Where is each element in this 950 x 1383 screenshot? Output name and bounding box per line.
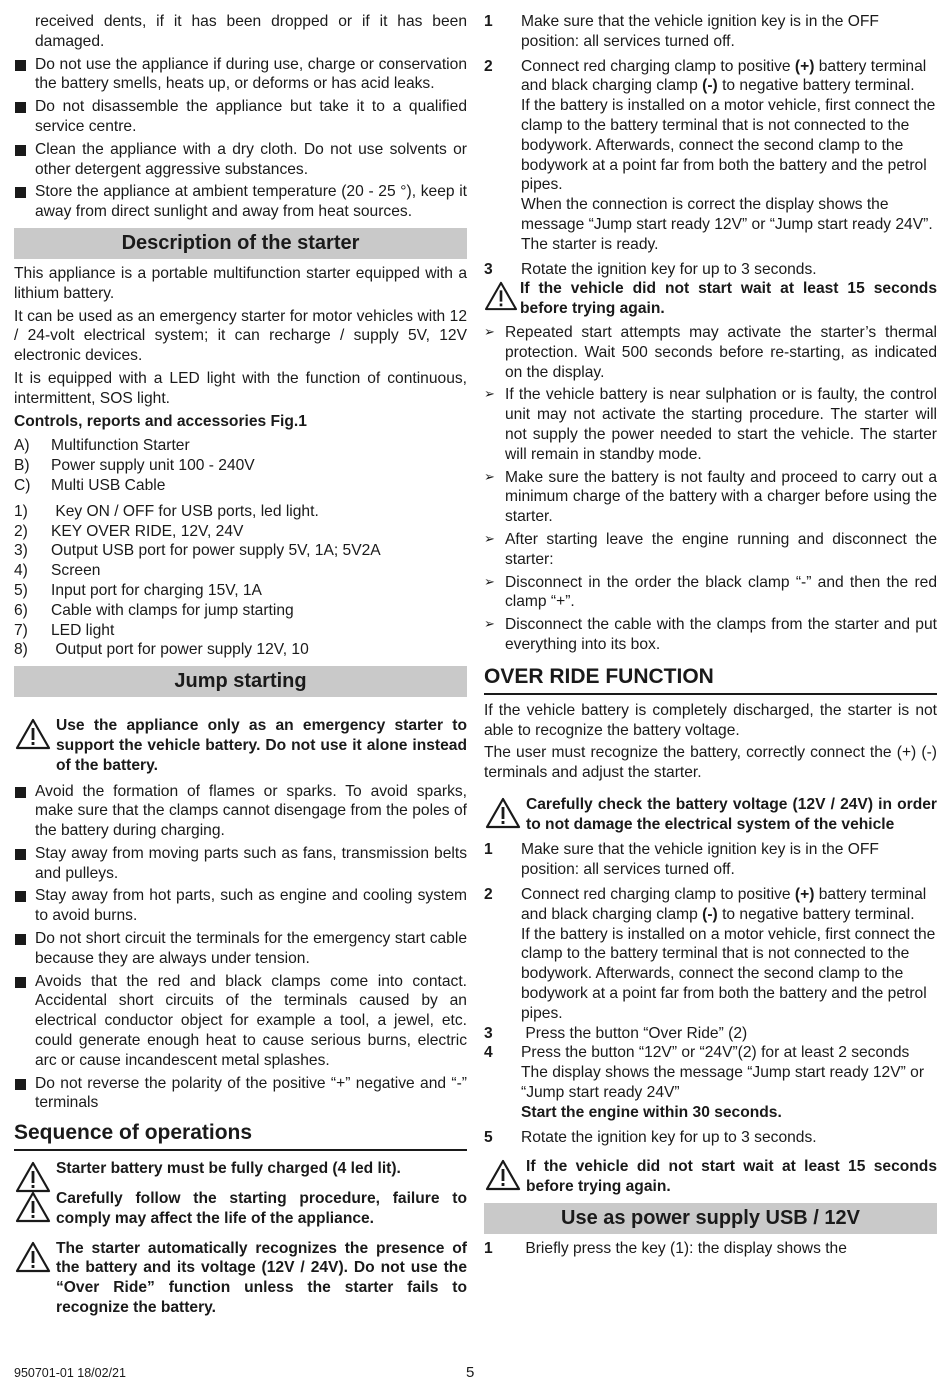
warning-triangle-icon (15, 1191, 51, 1223)
jump-bullet: Do not reverse the polarity of the positive “+” negative and “-” terminals (14, 1074, 467, 1114)
warning-text: If the vehicle did not start wait at least 15 seconds before trying again. (520, 280, 937, 318)
step-text: When the connection is correct the display shows the message “Jump start ready 12V” or “Jump start ready 24V”. The starter is ready. (521, 196, 933, 253)
left-column (14, 12, 467, 1324)
page-number: 5 (466, 1364, 475, 1381)
step-number: 4 (484, 1044, 493, 1062)
item-text: Multi USB Cable (51, 476, 166, 494)
warning-text: If the vehicle did not start wait at least 15 seconds before trying again. (526, 1158, 937, 1196)
jump-bullet: Do not short circuit the terminals for the emergency start cable because they are always under tension. (14, 929, 467, 969)
warning-text: Use the appliance only as an emergency starter to support the vehicle battery. Do not use it alone instead of the battery. (56, 717, 467, 774)
list-item (14, 456, 467, 476)
warning-triangle-icon (484, 281, 518, 311)
description-paragraph: It can be used as an emergency starter for motor vehicles with 12 / 24-volt electrical system; it can recharge / supply 5V, 12V electronic devices. (14, 307, 467, 365)
step-text: Make sure that the vehicle ignition key is in the OFF position: all services turned off. (521, 841, 879, 879)
step-text: Connect red charging clamp to positive (+) battery terminal and black charging clamp (-) to negative battery terminal. (521, 57, 927, 95)
list-item (14, 476, 467, 496)
item-text: Input port for charging 15V, 1A (51, 581, 262, 599)
jump-bullet: Stay away from hot parts, such as engine and cooling system to avoid burns. (14, 886, 467, 926)
warning-text: The starter automatically recognizes the presence of the battery and its voltage (12V / 24V). Do not use the “Over Ride” function unless the starter fails to recognize the battery. (56, 1239, 467, 1317)
item-text: KEY OVER RIDE, 12V, 24V (51, 522, 244, 540)
override-step-2 (484, 885, 937, 1024)
step-text: Rotate the ignition key for up to 3 seconds. (521, 260, 817, 278)
step-number: 3 (484, 1024, 493, 1042)
step-number: 1 (484, 841, 493, 859)
jump-bullet: Stay away from moving parts such as fans, transmission belts and pulleys. (14, 844, 467, 884)
item-text: Power supply unit 100 - 240V (51, 457, 255, 475)
item-text: Key ON / OFF for USB ports, led light. (51, 502, 319, 520)
item-key: C) (14, 476, 31, 494)
item-key: 2) (14, 522, 28, 540)
item-key: 4) (14, 562, 28, 580)
arrow-item: ➢ Make sure the battery is not faulty and proceed to carry out a minimum charge of the battery with a charger before using the starter. (484, 468, 937, 527)
controls-subtitle: Controls, reports and accessories Fig.1 (14, 412, 307, 430)
list-item (14, 436, 467, 456)
warning-triangle-icon (15, 718, 51, 750)
jump-bullet: Avoid the formation of flames or sparks. To avoid sparks, make sure that the clamps cannot disengage from the poles of the battery during charging. (14, 782, 467, 841)
arrow-item: ➢ If the vehicle battery is near sulphation or is faulty, the control unit may not activate the starting procedure. The starter will not supply the power needed to start the vehicle. The starter will remain in standby mode. (484, 385, 937, 464)
intro-bullet: Clean the appliance with a dry cloth. Do not use solvents or other detergent aggressive substances. (14, 140, 467, 180)
step-number: 2 (484, 57, 493, 75)
warning-note (14, 1189, 467, 1229)
step-number: 1 (484, 13, 493, 30)
list-item (14, 601, 467, 621)
warning-note (484, 795, 937, 835)
warning-text: Carefully check the battery voltage (12V / 24V) in order to not damage the electrical system of the vehicle (526, 795, 937, 833)
section-title-usb: Use as power supply USB / 12V (484, 1203, 937, 1234)
jump-bullet: Avoids that the red and black clamps come into contact. Accidental short circuits of the terminals caused by an electrical conductor object for example a tool, a jewel, etc. could generate enough heat to cause serious burns, electric arc or cause incandescent metal splashes. (14, 972, 467, 1071)
intro-bullet: Store the appliance at ambient temperature (20 - 25 °), keep it away from direct sunlight and away from heat sources. (14, 182, 467, 222)
item-key: 5) (14, 581, 28, 599)
section-title-jump-starting: Jump starting (14, 666, 467, 697)
arrow-item: ➢ Disconnect the cable with the clamps from the starter and put everything into its box. (484, 615, 937, 655)
list-item (14, 581, 467, 601)
item-key: 8) (14, 641, 28, 659)
intro-continuation: received dents, if it has been dropped or if it has been damaged. (35, 13, 467, 50)
step-text: If the battery is installed on a motor vehicle, first connect the clamp to the battery terminal that is not connected to the bodywork. Afterwards, connect the second clamp to the bodywork at a point far from both the battery and the petrol pipes. (521, 97, 936, 194)
intro-bullet: Do not disassemble the appliance but take it to a qualified service centre. (14, 97, 467, 137)
step-text: Press the button “12V” or “24V”(2) for at least 2 seconds (521, 1044, 910, 1062)
step-text: Briefly press the key (1): the display shows the (521, 1240, 847, 1258)
step-1 (484, 12, 937, 52)
step-3 (484, 260, 937, 280)
list-item (14, 541, 467, 561)
item-key: 7) (14, 621, 28, 639)
description-paragraph: It is equipped with a LED light with the function of continuous, intermittent, SOS light. (14, 369, 467, 407)
item-text: Output port for power supply 12V, 10 (51, 641, 309, 659)
warning-note (14, 1159, 467, 1179)
warning-note (14, 1239, 467, 1318)
warning-text: Carefully follow the starting procedure, failure to comply may affect the life of the appliance. (56, 1190, 467, 1227)
warning-text: Starter battery must be fully charged (4 led lit). (56, 1160, 401, 1178)
item-text: Cable with clamps for jump starting (51, 601, 294, 619)
step-text: Press the button “Over Ride” (2) (521, 1024, 748, 1042)
arrow-item: ➢ After starting leave the engine running and disconnect the starter: (484, 530, 937, 570)
list-item (14, 522, 467, 542)
item-text: LED light (51, 621, 115, 639)
warning-note (484, 279, 937, 319)
step-text: Start the engine within 30 seconds. (521, 1103, 782, 1121)
warning-note (14, 716, 467, 775)
arrow-item: ➢ Disconnect in the order the black clamp “-” and then the red clamp “+”. (484, 573, 937, 613)
list-item (14, 621, 467, 641)
list-item (14, 502, 467, 522)
warning-triangle-icon (485, 1159, 521, 1191)
step-text: Rotate the ignition key for up to 3 seconds. (521, 1128, 817, 1146)
step-number: 5 (484, 1128, 493, 1146)
override-paragraph: If the vehicle battery is completely discharged, the starter is not able to recognize the battery voltage. (484, 701, 937, 739)
list-item (14, 640, 467, 660)
section-title-sequence: Sequence of operations (14, 1119, 467, 1151)
letter-list (14, 436, 467, 495)
document-code: 950701-01 18/02/21 (14, 1366, 126, 1380)
right-column (484, 12, 937, 1264)
override-paragraph: The user must recognize the battery, correctly connect the (+) (-) terminals and adjust the starter. (484, 744, 937, 782)
override-step-1 (484, 840, 937, 880)
step-number: 1 (484, 1240, 493, 1258)
item-key: 6) (14, 601, 28, 619)
section-title-override: OVER RIDE FUNCTION (484, 663, 937, 695)
step-text: The display shows the message “Jump start ready 12V” or “Jump start ready 24V” (521, 1064, 925, 1102)
item-key: B) (14, 457, 30, 475)
item-key: 3) (14, 542, 28, 560)
override-step-4 (484, 1043, 937, 1122)
step-number: 2 (484, 886, 493, 904)
item-text: Multifunction Starter (51, 437, 190, 455)
arrow-item: ➢ Repeated start attempts may activate the starter’s thermal protection. Wait 500 seconds before re-starting, as indicated on the display. (484, 323, 937, 382)
item-key: 1) (14, 502, 28, 520)
step-text: If the battery is installed on a motor vehicle, first connect the clamp to the battery terminal that is not connected to the bodywork. Afterwards, connect the second clamp to the bodywork at a point far from both the battery and the petrol pipes. (521, 925, 936, 1022)
override-step-3 (484, 1024, 937, 1044)
step-text: Connect red charging clamp to positive (+) battery terminal and black charging clamp (-) to negative battery terminal. (521, 886, 927, 923)
usb-step-1 (484, 1239, 937, 1259)
description-paragraph: This appliance is a portable multifunction starter equipped with a lithium battery. (14, 264, 467, 302)
warning-triangle-icon (485, 797, 521, 829)
list-item (14, 561, 467, 581)
item-text: Screen (51, 562, 101, 580)
override-step-5 (484, 1128, 937, 1148)
item-key: A) (14, 437, 30, 455)
warning-triangle-icon (15, 1241, 51, 1273)
section-title-description: Description of the starter (14, 228, 467, 259)
warning-note (484, 1157, 937, 1197)
step-number: 3 (484, 260, 493, 278)
intro-bullet: Do not use the appliance if during use, charge or conservation the battery smells, heats up, or deforms or has acid leaks. (14, 55, 467, 95)
number-list (14, 502, 467, 660)
step-text: Make sure that the vehicle ignition key is in the OFF position: all services turned off. (521, 13, 879, 50)
item-text: Output USB port for power supply 5V, 1A; 5V2A (51, 542, 381, 560)
step-2 (484, 57, 937, 255)
